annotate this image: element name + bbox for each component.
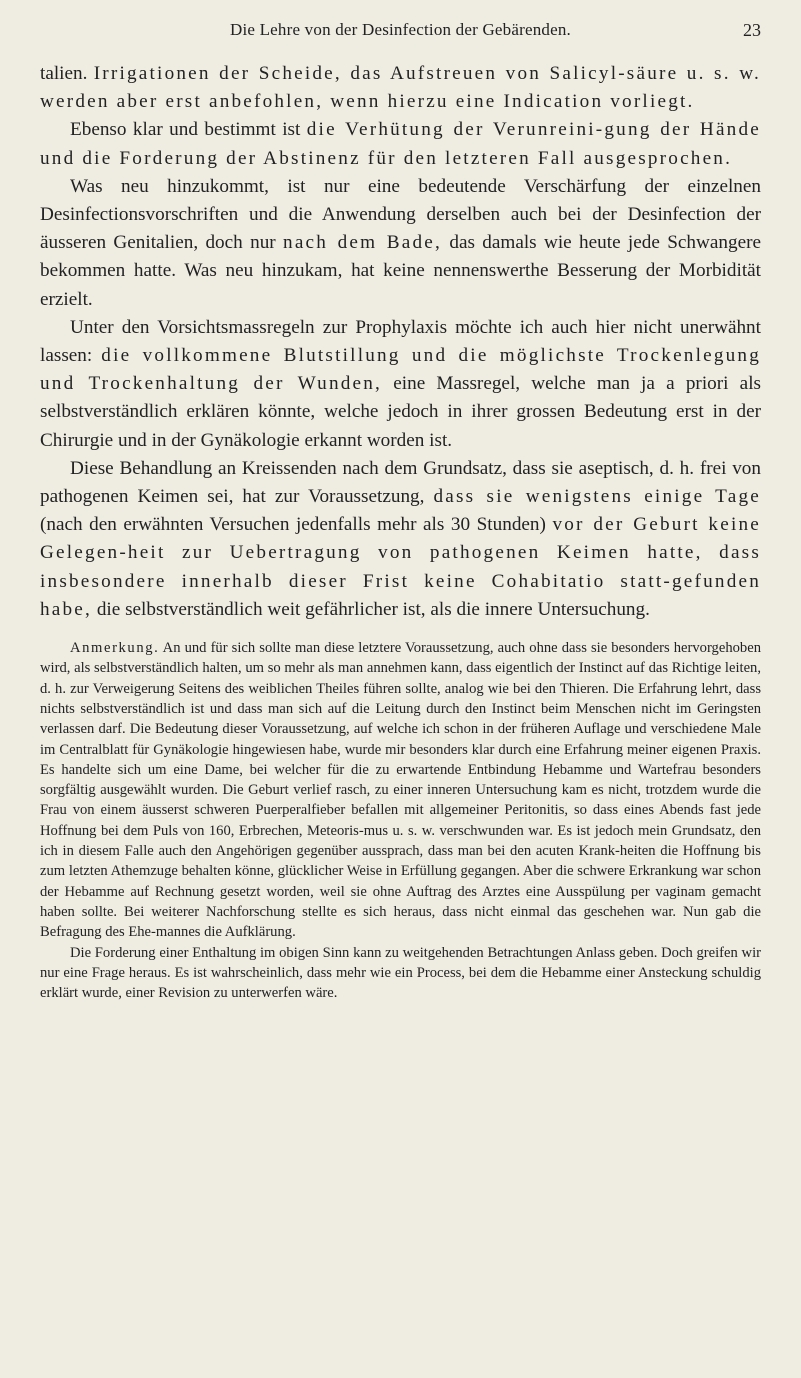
paragraph-5 — [40, 455, 761, 624]
text-run: Unter den Vorsichtsmassregeln zur Prophylaxis möchte ich auch hier nicht unerwähnt lassen: — [40, 316, 761, 367]
paragraph-2 — [40, 116, 761, 172]
note-paragraph-2: Die Forderung einer Enthaltung im obigen Sinn kann zu weitgehenden Betrachtungen Anlass geben. Doch greifen wir nur eine Frage heraus. Es ist wahrscheinlich, dass mehr wie ein Process, bei dem die Hebamme einer Ansteckung schuldig erklärt wurde, einer Revision zu unterwerfen wäre. — [40, 944, 761, 1002]
paragraph-4 — [40, 314, 761, 455]
note-label: Anmerkung. — [70, 640, 160, 657]
text-run: Was neu hinzukommt, ist nur eine bedeutende Verschärfung der einzelnen Desinfectionsvorschriften und die Anwendung derselben auch bei der Desinfection der äusseren Genitalien, doch nur — [40, 175, 761, 254]
text-run: (nach den erwähnten Versuchen jedenfalls mehr als 30 Stunden) — [40, 514, 553, 536]
text-run: An und für sich sollte man diese letztere Voraussetzung, auch ohne dass sie besonders hervorgehoben wird, als selbstverständlich halten, um so mehr als man annehmen kann, dass eigentlich der Instinct auf das Richtige leiten, d. h. zur Verweigerung Seitens des weiblichen Theiles führen sollte, analog wie bei den Thieren. Die Erfahrung lehrt, dass nichts selbstverständlich ist und dass man sich auf die Leitung durch den Instinct beim Menschen nicht im Geringsten verlassen darf. Die Bedeutung dieser Voraussetzung, auf welche ich schon in der früheren Auflage und verschiedene Male im Centralblatt für Gynäkologie hingewiesen habe, wurde mir besonders klar durch eine Erfahrung meiner eigenen Praxis. Es handelte sich um eine Dame, bei welcher für die zu erwartende Entbindung Hebamme und Wartefrau besonders sorgfältig ausgewählt wurden. Die Geburt verlief rasch, zu einer inneren Untersuchung kam es nicht, trotzdem wurde die Frau von einem äusserst schweren Puerperalfieber befallen mit allgemeiner Peritonitis, so dass eines Abends fast jede Hoffnung bei dem Puls von 160, Erbrechen, Meteoris-mus u. s. w. verschwunden war. Es ist jedoch mein Grundsatz, den ich in diesem Falle auch den Angehörigen gegenüber aussprach, dass man bei den acuten Krank-heiten die Hoffnung bis zum letzten Athemzuge behalten könne, glücklicher Weise in Erfüllung gegangen. Aber die schwere Erkrankung war schon der Hebamme auf Rechnung gesetzt worden, weil sie ohne Auftrag des Arztes eine Ausspülung per vaginam gemacht haben sollte. Bei weiterer Nachforschung stellte es sich heraus, dass nicht einmal das geschehen war. Nun gab die Befragung des Ehe-mannes die Aufklärung. — [40, 640, 761, 941]
emphasis-run: die vollkommene Blutstillung und die möglichste Trockenlegung und Trockenhaltung der Wunden, — [40, 345, 761, 395]
emphasis-run: dass sie wenigstens einige Tage — [433, 486, 761, 508]
text-run: das damals wie heute jede Schwangere bekommen hatte. Was neu hinzukam, hat keine nennenswerthe Besserung der Morbidität erzielt. — [40, 232, 761, 310]
text-run: die selbstverständlich weit gefährlicher ist, als die innere Untersuchung. — [92, 598, 650, 620]
emphasis-run: vor der Geburt keine Gelegen-heit zur Uebertragung von pathogenen Keimen hatte, dass insbesondere innerhalb dieser Frist keine Cohabitatio statt-gefunden habe, — [40, 514, 761, 620]
page-number: 23 — [743, 20, 761, 40]
running-title: Die Lehre von der Desinfection der Gebärenden. — [229, 20, 572, 39]
text-run: Diese Behandlung an Kreissenden nach dem Grundsatz, dass sie aseptisch, d. h. frei von pathogenen Keimen sei, hat zur Voraussetzung, — [40, 457, 761, 508]
emphasis-run: Irrigationen der Scheide, das Aufstreuen von Salicyl-säure u. s. w. werden aber erst anbefohlen, wenn hierzu eine Indication vorliegt. — [40, 63, 761, 113]
note-paragraph-1 — [40, 638, 761, 942]
text-run: Ebenso klar und bestimmt ist — [70, 119, 307, 141]
emphasis-run: nach dem Bade, — [283, 232, 443, 254]
text-run: eine Massregel, welche man ja a priori als selbstverständlich erklären könnte, welche jedoch in ihrer grossen Bedeutung erst in der Chirurgie und in der Gynäkologie erkannt worden ist. — [40, 373, 761, 451]
running-head — [40, 20, 761, 44]
main-text — [40, 60, 761, 624]
paragraph-3 — [40, 173, 761, 314]
text-run: talien. — [40, 63, 94, 84]
emphasis-run: die Verhütung der Verunreini-gung der Hände und die Forderung der Abstinenz für den letzteren Fall ausgesprochen. — [40, 119, 761, 169]
footnote-block — [40, 638, 761, 1003]
paragraph-1 — [40, 60, 761, 116]
